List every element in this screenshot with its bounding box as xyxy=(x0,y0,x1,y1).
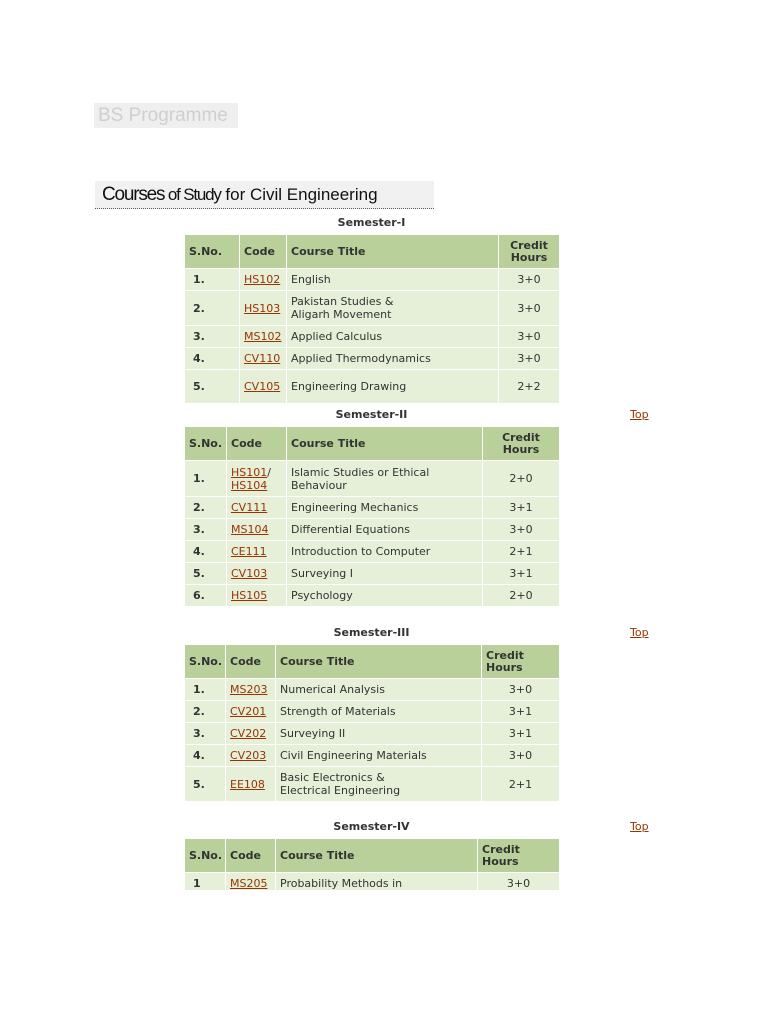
row-course-title: Applied Thermodynamics xyxy=(287,348,499,370)
header-sno: S.No. xyxy=(185,839,226,873)
row-course-title: Engineering Drawing xyxy=(287,370,499,404)
course-code-link[interactable]: EE108 xyxy=(230,777,265,791)
row-credit: 3+0 xyxy=(483,519,560,541)
top-link[interactable]: Top xyxy=(630,408,649,421)
table-row xyxy=(185,326,560,348)
row-code xyxy=(227,585,287,607)
table-row xyxy=(185,767,560,802)
row-code xyxy=(240,326,287,348)
row-code xyxy=(240,348,287,370)
row-credit: 3+1 xyxy=(483,563,560,585)
header-sno: S.No. xyxy=(185,645,226,679)
row-sno: 1. xyxy=(185,461,227,497)
row-credit: 2+1 xyxy=(483,541,560,563)
row-code: HS101/ HS104 xyxy=(227,461,287,497)
row-code xyxy=(227,541,287,563)
row-credit: 3+0 xyxy=(499,291,560,326)
table-row xyxy=(185,291,560,326)
semester-2-title: Semester-II xyxy=(335,408,408,421)
header-sno: S.No. xyxy=(185,427,227,461)
table-row xyxy=(185,519,560,541)
row-code xyxy=(227,497,287,519)
semester-3-table xyxy=(184,644,560,802)
row-credit: 3+1 xyxy=(482,723,560,745)
course-code-link[interactable]: CV111 xyxy=(231,501,268,514)
heading-word-courses: Courses xyxy=(102,184,165,205)
programme-title: BS Programme xyxy=(94,103,238,128)
row-sno: 5. xyxy=(185,563,227,585)
header-code: Code xyxy=(226,839,276,873)
heading-word-study: Study xyxy=(183,185,221,204)
course-code-link[interactable]: CV110 xyxy=(244,352,281,365)
heading-word-of: of xyxy=(164,185,184,204)
row-course-title: Basic Electronics & Electrical Engineering xyxy=(276,767,482,802)
row-course-title: Psychology xyxy=(287,585,483,607)
row-course-title: Islamic Studies or Ethical Behaviour xyxy=(287,461,483,497)
course-code-link[interactable]: CV105 xyxy=(244,380,281,393)
course-code-link[interactable]: HS104 xyxy=(231,478,268,492)
header-course-title: Course Title xyxy=(287,427,483,461)
row-sno: 5. xyxy=(185,767,226,802)
row-course-title: Introduction to Computer xyxy=(287,541,483,563)
row-credit: 3+0 xyxy=(499,326,560,348)
course-code-link[interactable]: HS105 xyxy=(231,589,268,602)
row-course-title: Surveying II xyxy=(276,723,482,745)
row-course-title: Strength of Materials xyxy=(276,701,482,723)
page-heading xyxy=(95,181,434,209)
row-sno: 3. xyxy=(185,326,240,348)
row-sno: 3. xyxy=(185,723,226,745)
top-link[interactable]: Top xyxy=(630,820,649,833)
header-credit-hours: Credit Hours xyxy=(499,235,560,269)
table-row xyxy=(185,701,560,723)
row-course-title: Probability Methods in xyxy=(276,873,478,891)
row-code xyxy=(240,269,287,291)
course-code-link[interactable]: HS101 xyxy=(231,465,268,479)
header-credit-hours: Credit Hours xyxy=(478,839,560,873)
semester-3-title: Semester-III xyxy=(333,626,410,639)
row-code xyxy=(226,679,276,701)
table-row xyxy=(185,563,560,585)
row-course-title: Engineering Mechanics xyxy=(287,497,483,519)
header-code: Code xyxy=(227,427,287,461)
row-credit: 2+1 xyxy=(482,767,560,802)
row-sno: 3. xyxy=(185,519,227,541)
row-course-title: Pakistan Studies & Aligarh Movement xyxy=(287,291,499,326)
row-sno: 1. xyxy=(185,679,226,701)
row-code xyxy=(226,701,276,723)
row-credit: 2+0 xyxy=(483,461,560,497)
table-row xyxy=(185,461,560,497)
row-sno: 2. xyxy=(185,291,240,326)
table-row xyxy=(185,541,560,563)
row-sno: 1. xyxy=(185,269,240,291)
row-credit: 3+1 xyxy=(482,701,560,723)
table-row xyxy=(185,745,560,767)
row-credit: 3+0 xyxy=(482,745,560,767)
header-credit-hours: Credit Hours xyxy=(482,645,560,679)
header-code: Code xyxy=(240,235,287,269)
row-sno: 2. xyxy=(185,701,226,723)
heading-rest: for Civil Engineering xyxy=(220,185,378,204)
course-code-link[interactable]: MS104 xyxy=(231,523,269,536)
row-code xyxy=(227,519,287,541)
row-code xyxy=(226,767,276,802)
row-sno: 5. xyxy=(185,370,240,404)
row-code xyxy=(227,563,287,585)
row-course-title: Civil Engineering Materials xyxy=(276,745,482,767)
table-header-row xyxy=(185,645,560,679)
row-credit: 2+0 xyxy=(483,585,560,607)
header-sno: S.No. xyxy=(185,235,240,269)
row-course-title: Numerical Analysis xyxy=(276,679,482,701)
table-header-row xyxy=(185,839,560,873)
table-row xyxy=(185,679,560,701)
table-row xyxy=(185,723,560,745)
table-row xyxy=(185,348,560,370)
row-code xyxy=(240,291,287,326)
row-code xyxy=(226,745,276,767)
row-code xyxy=(240,370,287,404)
header-course-title: Course Title xyxy=(276,645,482,679)
row-sno: 1 xyxy=(185,873,226,891)
row-sno: 2. xyxy=(185,497,227,519)
semester-4-title: Semester-IV xyxy=(333,820,410,833)
course-code-link[interactable]: CV203 xyxy=(230,749,267,762)
header-course-title: Course Title xyxy=(276,839,478,873)
table-header-row xyxy=(185,427,560,461)
table-header-row xyxy=(185,235,560,269)
header-course-title: Course Title xyxy=(287,235,499,269)
table-row xyxy=(185,497,560,519)
course-code-link[interactable]: MS205 xyxy=(230,877,268,890)
table-row xyxy=(185,873,560,891)
row-course-title: Differential Equations xyxy=(287,519,483,541)
row-course-title: Applied Calculus xyxy=(287,326,499,348)
semester-1-title: Semester-I xyxy=(337,216,406,229)
row-sno: 4. xyxy=(185,745,226,767)
row-course-title: Surveying I xyxy=(287,563,483,585)
row-sno: 4. xyxy=(185,541,227,563)
course-code-link[interactable]: HS103 xyxy=(244,301,281,315)
row-credit: 3+0 xyxy=(482,679,560,701)
header-code: Code xyxy=(226,645,276,679)
course-code-link[interactable]: CV202 xyxy=(230,727,267,740)
course-code-link[interactable]: MS203 xyxy=(230,683,268,696)
row-credit: 3+1 xyxy=(483,497,560,519)
table-row xyxy=(185,370,560,404)
course-code-link[interactable]: CV103 xyxy=(231,567,268,580)
table-row xyxy=(185,269,560,291)
semester-4-table xyxy=(184,838,559,890)
semester-4-clip xyxy=(184,838,559,890)
header-credit-hours: Credit Hours xyxy=(483,427,560,461)
row-credit: 3+0 xyxy=(499,348,560,370)
semester-1-table xyxy=(184,234,560,404)
row-credit: 3+0 xyxy=(478,873,560,891)
course-code-link[interactable]: CV201 xyxy=(230,705,267,718)
row-sno: 6. xyxy=(185,585,227,607)
row-credit: 3+0 xyxy=(499,269,560,291)
row-credit: 2+2 xyxy=(499,370,560,404)
row-code xyxy=(226,723,276,745)
row-code xyxy=(226,873,276,891)
course-code-link[interactable]: HS102 xyxy=(244,273,281,286)
table-row xyxy=(185,585,560,607)
semester-2-table xyxy=(184,426,560,607)
course-code-link[interactable]: CE111 xyxy=(231,545,267,558)
row-course-title: English xyxy=(287,269,499,291)
row-sno: 4. xyxy=(185,348,240,370)
course-code-link[interactable]: MS102 xyxy=(244,330,282,343)
top-link[interactable]: Top xyxy=(630,626,649,639)
